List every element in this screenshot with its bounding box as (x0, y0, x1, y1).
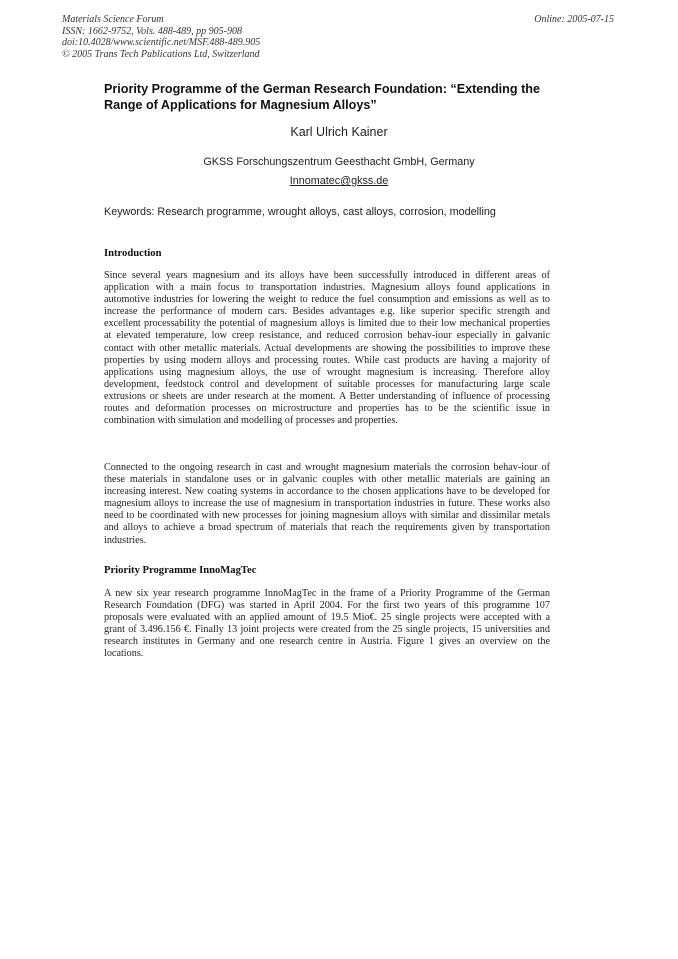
issn-line: ISSN: 1662-9752, Vols. 488-489, pp 905-908 (62, 25, 242, 37)
author-email-link[interactable]: Innomatec@gkss.de (289, 175, 389, 187)
journal-name: Materials Science Forum (62, 14, 164, 25)
section-heading-priority-programme: Priority Programme InnoMagTec (104, 565, 257, 576)
publication-header (62, 14, 260, 60)
online-date: Online: 2005-07-15 (534, 14, 614, 25)
paper-title: Priority Programme of the German Research Foundation: “Extending the Range of Applications for Magnesium Alloys” (104, 82, 540, 112)
author-name: Karl Ulrich Kainer (290, 125, 388, 139)
keywords: Keywords: Research programme, wrought alloys, cast alloys, corrosion, modelling (104, 206, 496, 218)
author-email-line (0, 175, 678, 187)
affiliation: GKSS Forschungszentrum Geesthacht GmbH, Germany (203, 156, 475, 168)
intro-paragraph-1: Since several years magnesium and its alloys have been successfully introduced in different areas of application with a main focus to transportation industries. Magnesium alloys found applications in automotive industries for lowering the weight to reduce the fuel consumption and emissions as well as to increase the performance of modern cars. Besides advantages e.g. like superior specific strength and excellent processability the potential of magnesium alloys is limited due to their low mechanical properties at elevated temperature, low creep resistance, and reduced corrosion behav-iour especially in galvanic contact with other metallic materials. Actual developments are showing the possibilities to improve these properties by using modern alloys and processing routes. While cast products are having a majority of applications using magnesium alloys, the use of wrought magnesium is increasing. Therefore alloy development, feedstock control and development of suitable processes for manufacturing large scale extrusions or sheets are under research at the moment. A Better understanding of influence of processing routes and deformation processes on microstructure and properties has to be the scientific issue in combination with simulation and modelling of processes and properties. (104, 270, 550, 427)
doi-line: doi:10.4028/www.scientific.net/MSF.488-489.905 (62, 37, 261, 48)
priority-programme-paragraph: A new six year research programme InnoMagTec in the frame of a Priority Programme of the German Research Foundation (DFG) was started in April 2004. For the first two years of this programme 107 proposals were evaluated with an applied amount of 19.5 Mio€. 25 single projects were accepted with a grant of 3.496.156 €. Finally 13 joint projects were created from the 25 single projects, 15 universities and research institutes in Germany and one research centre in Austria. Figure 1 gives an overview on the locations. (104, 588, 550, 660)
intro-paragraph-2: Connected to the ongoing research in cast and wrought magnesium materials the corrosion behav-iour of these materials in standalone uses or in galvanic couples with other metallic materials are gaining an increasing interest. New coating systems in accordance to the chosen applications have to be developed for magnesium alloys to increase the use of magnesium in transportation industries in future. These works also need to be coordinated with new processes for joining magnesium alloys with similar and dissimilar metals and alloys to achieve a broad spectrum of materials that reach the requirements given by transportation industries. (104, 462, 550, 546)
section-heading-introduction: Introduction (104, 248, 162, 259)
copyright-line: © 2005 Trans Tech Publications Ltd, Switzerland (62, 48, 260, 60)
